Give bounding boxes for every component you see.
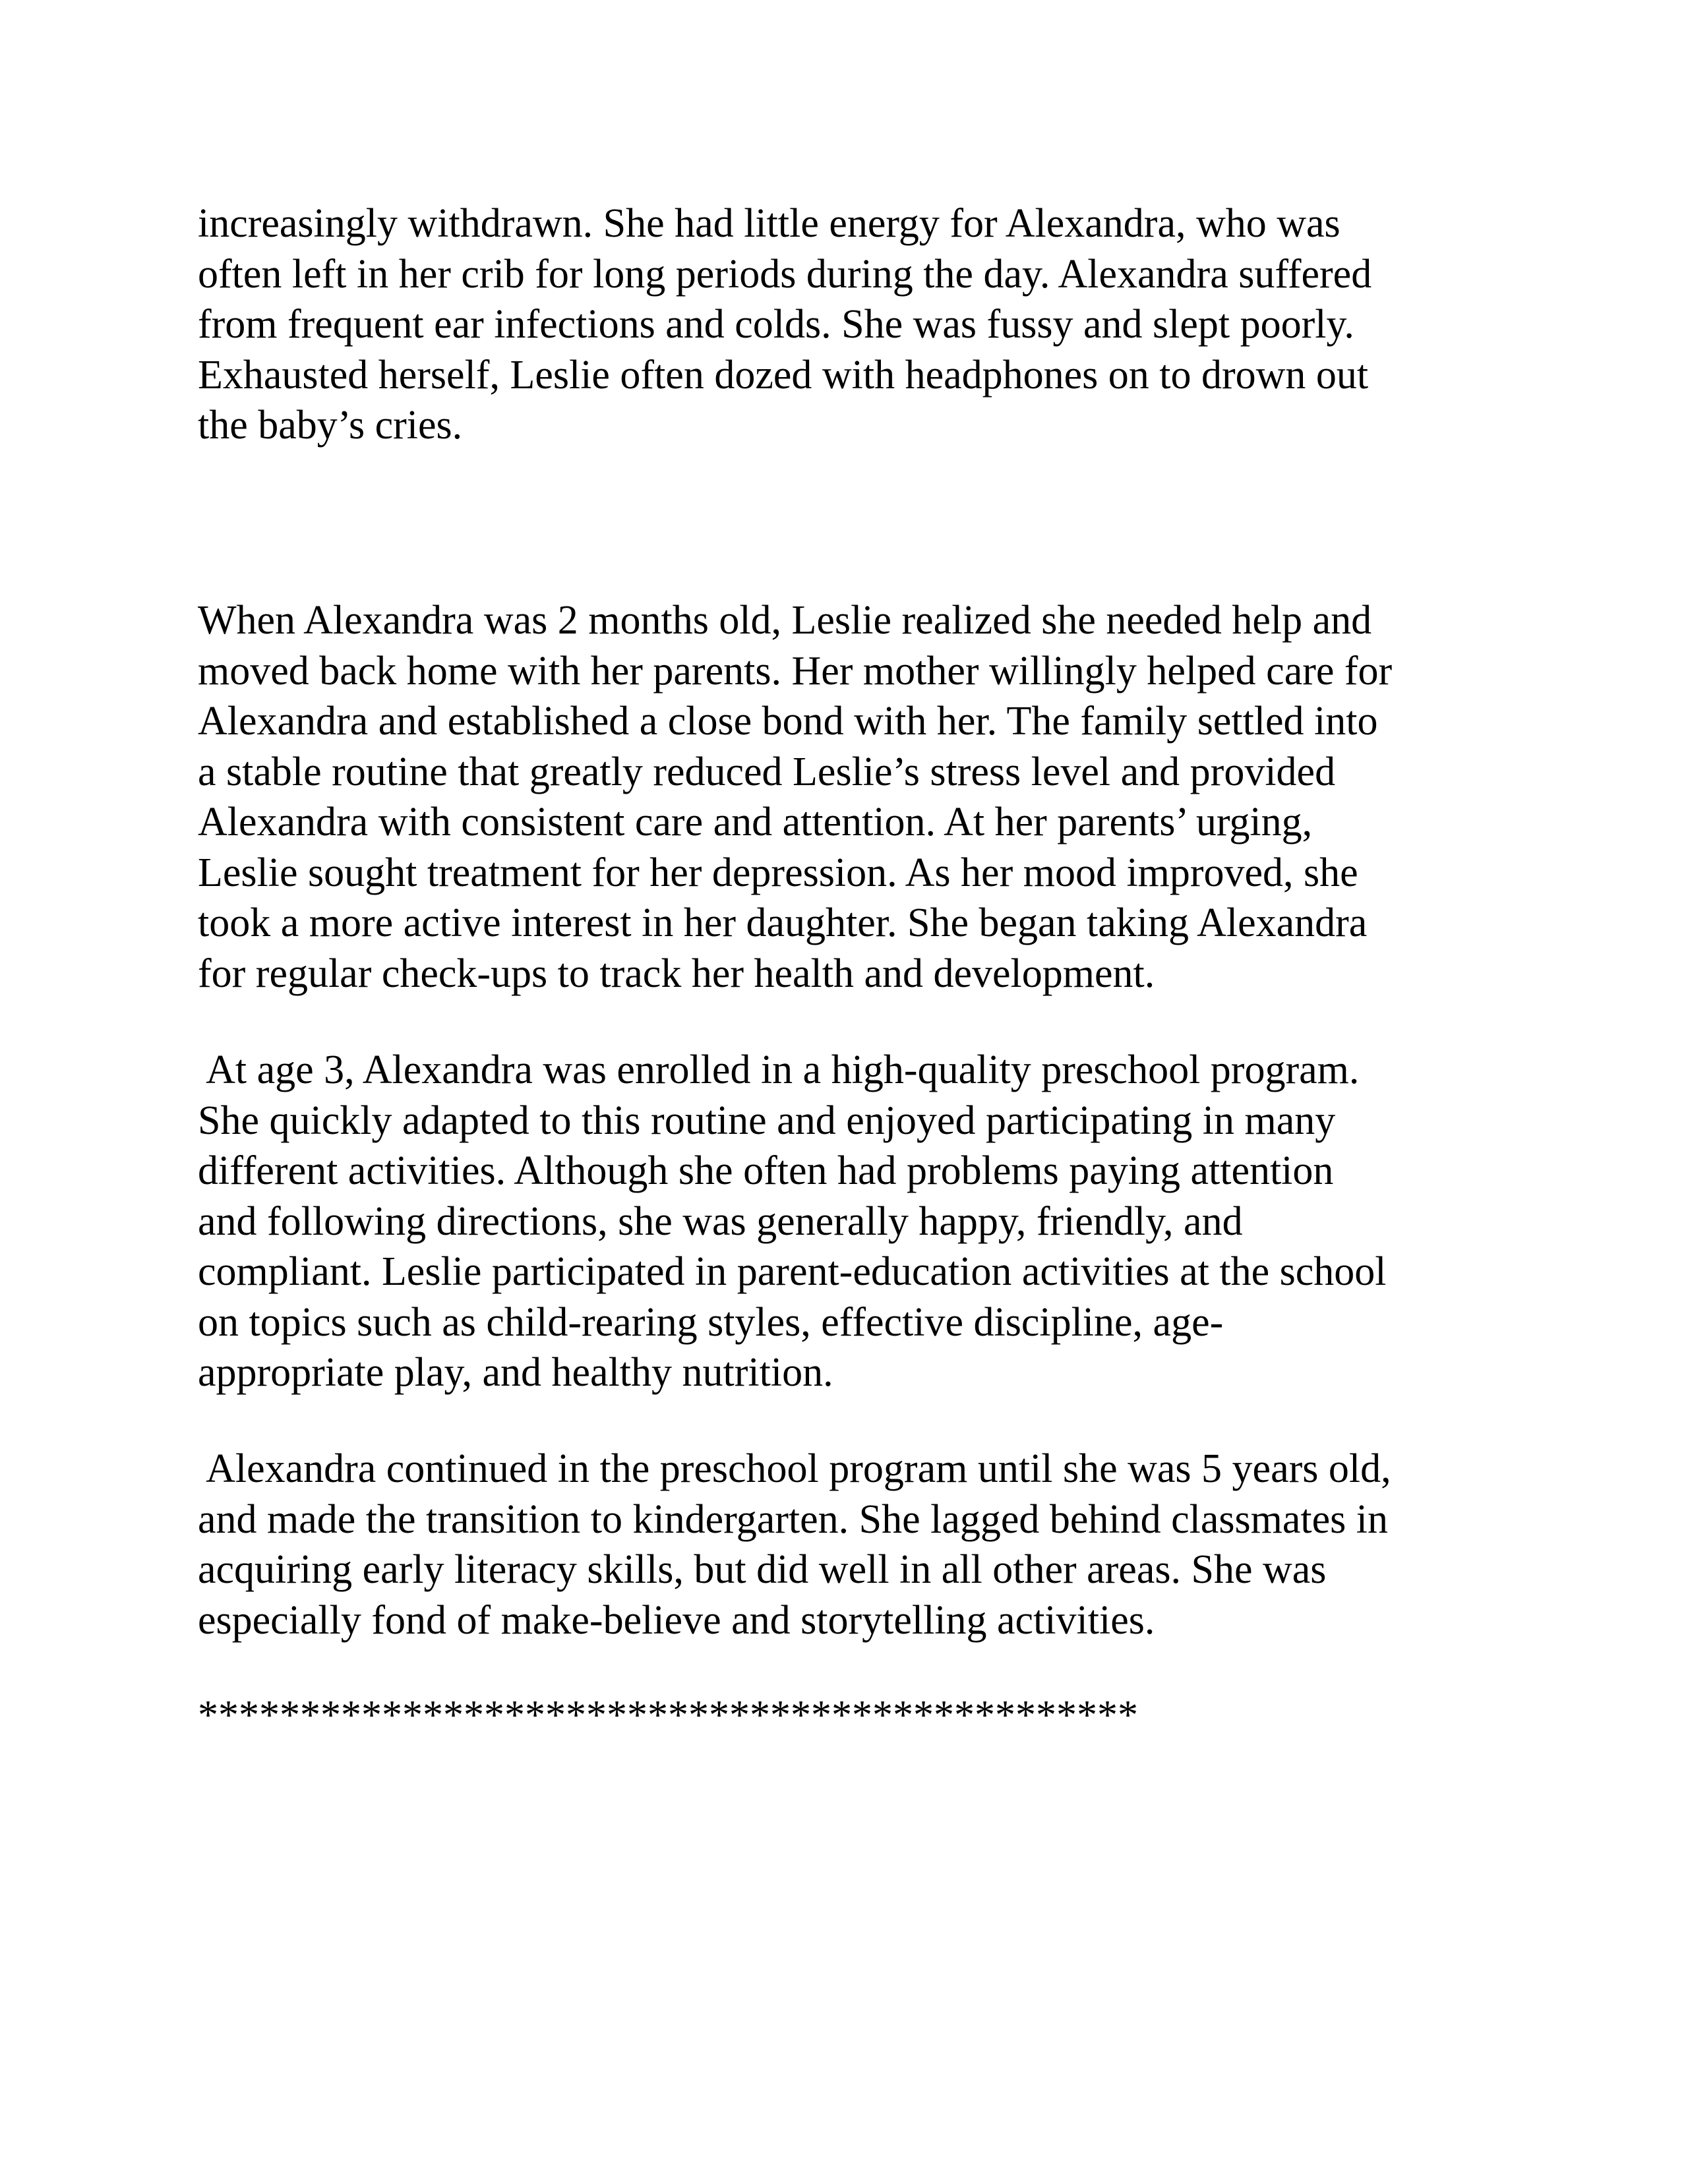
paragraph-line: Leslie sought treatment for her depression. As her mood improved, she bbox=[198, 850, 1358, 895]
paragraph-line: When Alexandra was 2 months old, Leslie realized she needed help and bbox=[198, 598, 1372, 643]
separator-line: ********************************************** bbox=[198, 1693, 1138, 1738]
paragraph-line: Exhausted herself, Leslie often dozed with headphones on to drown out bbox=[198, 352, 1369, 398]
paragraph-line: took a more active interest in her daughter. She began taking Alexandra bbox=[198, 900, 1368, 945]
paragraph-line: different activities. Although she often had problems paying attention bbox=[198, 1148, 1334, 1193]
paragraph-1 bbox=[198, 198, 1530, 451]
paragraph-line: a stable routine that greatly reduced Leslie’s stress level and provided bbox=[198, 749, 1336, 794]
paragraph-line: At age 3, Alexandra was enrolled in a high-quality preschool program. bbox=[198, 1048, 1360, 1092]
paragraph-line: appropriate play, and healthy nutrition. bbox=[198, 1350, 833, 1395]
paragraph-line: Alexandra continued in the preschool program until she was 5 years old, bbox=[198, 1446, 1391, 1491]
paragraph-line: from frequent ear infections and colds. She was fussy and slept poorly. bbox=[198, 302, 1354, 347]
paragraph-line: often left in her crib for long periods during the day. Alexandra suffered bbox=[198, 251, 1372, 297]
paragraph-line: increasingly withdrawn. She had little energy for Alexandra, who was bbox=[198, 201, 1341, 246]
paragraph-line: and made the transition to kindergarten. She lagged behind classmates in bbox=[198, 1496, 1388, 1542]
paragraph-4 bbox=[198, 1444, 1530, 1645]
paragraph-line: and following directions, she was generally happy, friendly, and bbox=[198, 1198, 1243, 1244]
paragraph-line: moved back home with her parents. Her mother willingly helped care for bbox=[198, 648, 1393, 694]
paragraph-line: on topics such as child-rearing styles, effective discipline, age- bbox=[198, 1299, 1224, 1345]
paragraph-line: especially fond of make-believe and storytelling activities. bbox=[198, 1597, 1155, 1643]
paragraph-2 bbox=[198, 595, 1530, 999]
paragraph-3 bbox=[198, 1045, 1530, 1398]
paragraph-line: acquiring early literacy skills, but did well in all other areas. She was bbox=[198, 1547, 1327, 1592]
asterisk-separator bbox=[198, 1690, 1530, 1741]
paragraph-line: the baby’s cries. bbox=[198, 403, 463, 448]
paragraph-line: compliant. Leslie participated in parent-education activities at the school bbox=[198, 1249, 1387, 1294]
paragraph-line: She quickly adapted to this routine and enjoyed participating in many bbox=[198, 1098, 1336, 1143]
paragraph-line: Alexandra with consistent care and attention. At her parents’ urging, bbox=[198, 800, 1313, 844]
paragraph-line: for regular check-ups to track her health and development. bbox=[198, 951, 1155, 996]
paragraph-line: Alexandra and established a close bond with her. The family settled into bbox=[198, 699, 1378, 744]
